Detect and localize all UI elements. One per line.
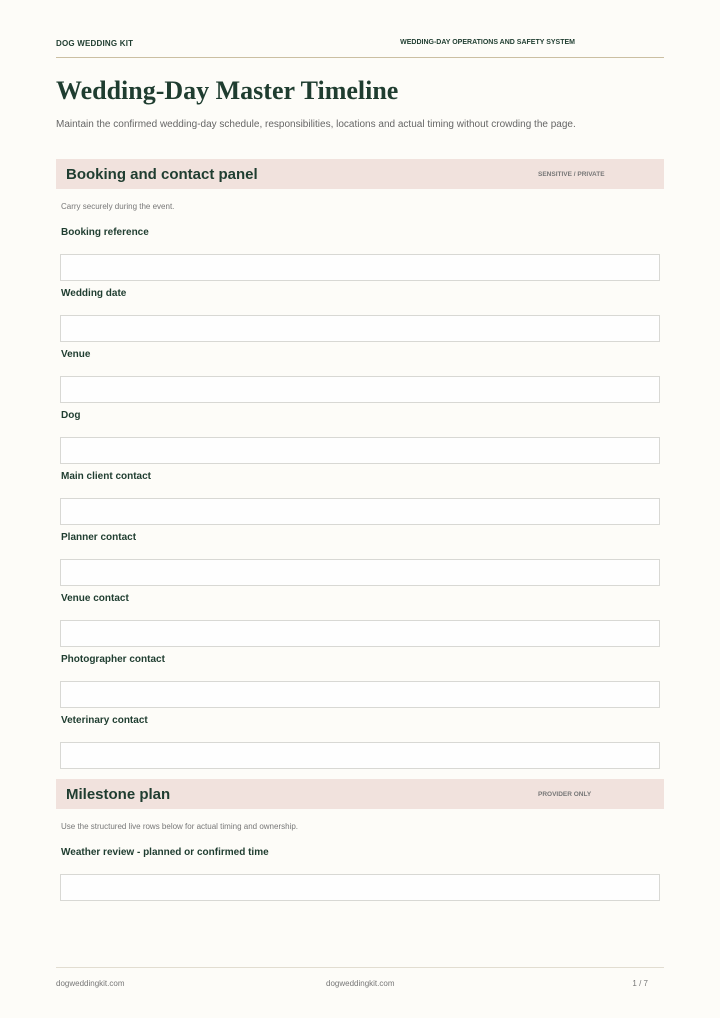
planner-contact-label: Planner contact: [61, 532, 137, 543]
venue-label: Venue: [61, 349, 91, 360]
venue-contact-label: Venue contact: [61, 593, 129, 604]
page-footer: [56, 967, 664, 988]
running-header: [56, 35, 664, 58]
footer-website-left: dogweddingkit.com: [56, 979, 125, 988]
milestone-section-title: Milestone plan: [66, 785, 171, 803]
system-name: WEDDING-DAY OPERATIONS AND SAFETY SYSTEM: [400, 39, 575, 46]
page-title: Wedding-Day Master Timeline: [56, 76, 399, 105]
provider-only-badge: PROVIDER ONLY: [538, 790, 592, 798]
wedding-date-label: Wedding date: [61, 288, 127, 299]
page-subtitle: Maintain the confirmed wedding-day schedule, responsibilities, locations and actual timing without crowding the page.: [56, 119, 576, 130]
milestone-section-note: Use the structured live rows below for actual timing and ownership.: [61, 822, 298, 831]
booking-reference-label: Booking reference: [61, 227, 149, 238]
photographer-contact-label: Photographer contact: [61, 654, 165, 665]
planner-contact-field[interactable]: [60, 559, 660, 586]
veterinary-contact-field[interactable]: [60, 742, 660, 769]
venue-contact-field[interactable]: [60, 620, 660, 647]
booking-reference-field[interactable]: [60, 254, 660, 281]
weather-review-field[interactable]: [60, 874, 660, 901]
dog-label: Dog: [61, 410, 81, 421]
veterinary-contact-label: Veterinary contact: [61, 715, 148, 726]
booking-section-title: Booking and contact panel: [66, 165, 258, 183]
booking-section-header: [56, 159, 664, 189]
footer-website-center: dogweddingkit.com: [326, 979, 395, 988]
dog-field[interactable]: [60, 437, 660, 464]
wedding-date-field[interactable]: [60, 315, 660, 342]
sensitivity-badge: SENSITIVE / PRIVATE: [538, 170, 605, 178]
page-number: 1 / 7: [632, 979, 648, 988]
brand-name: DOG WEDDING KIT: [56, 39, 134, 48]
photographer-contact-field[interactable]: [60, 681, 660, 708]
milestone-section-header: [56, 779, 664, 809]
venue-field[interactable]: [60, 376, 660, 403]
main-client-contact-label: Main client contact: [61, 471, 152, 482]
booking-section-note: Carry securely during the event.: [61, 202, 175, 211]
main-client-contact-field[interactable]: [60, 498, 660, 525]
weather-review-label: Weather review - planned or confirmed time: [61, 847, 269, 858]
